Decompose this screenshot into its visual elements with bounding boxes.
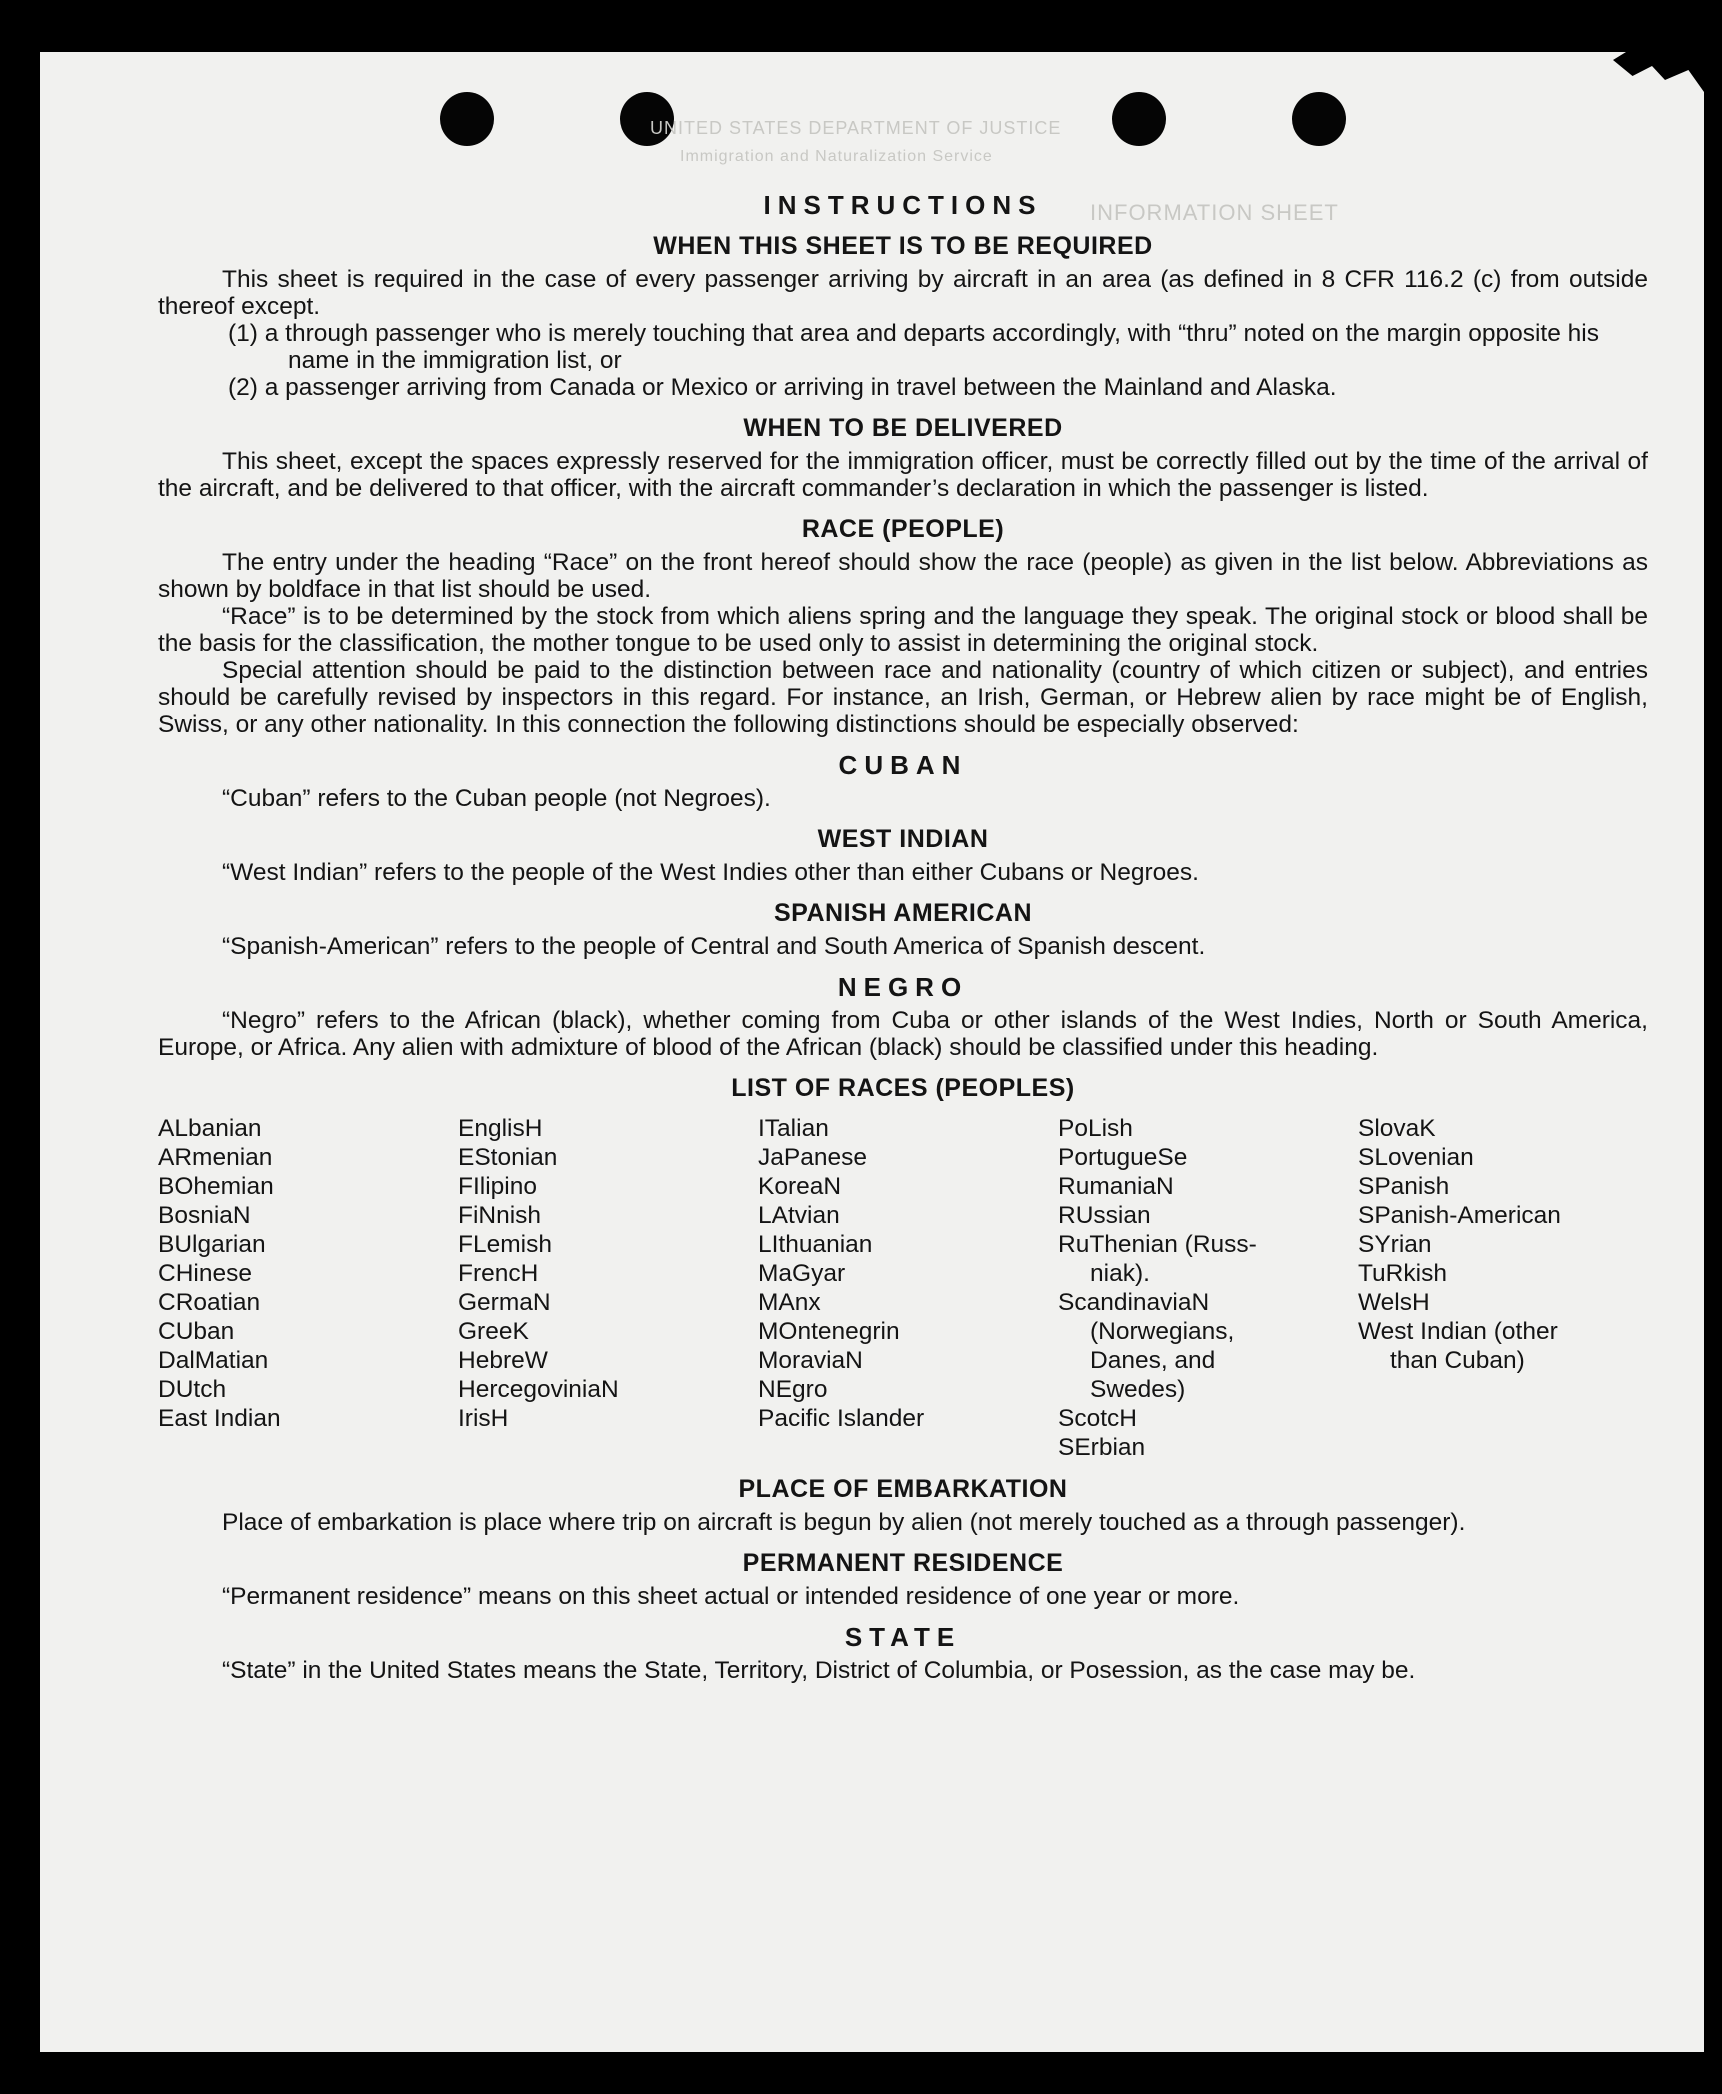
section-paragraph: “Race” is to be determined by the stock from which aliens spring and the language they speak. The original stock or blood shall be the basis for the classification, the mother tongue to be used only to assist in determining the original stock. xyxy=(158,603,1648,657)
bleed-through-text: Immigration and Naturalization Service xyxy=(680,148,993,165)
section-list-item: (2) a passenger arriving from Canada or Mexico or arriving in travel between the Mainland and Alaska. xyxy=(228,374,1337,401)
race-entry: ScotcH xyxy=(1058,1405,1137,1432)
race-entry: CHinese xyxy=(158,1260,252,1287)
section-paragraph: “West Indian” refers to the people of the West Indies other than either Cubans or Negroes. xyxy=(222,859,1199,886)
race-entry: ScandinaviaN xyxy=(1058,1289,1210,1316)
race-entry: FrencH xyxy=(458,1260,539,1287)
section-paragraph: “Permanent residence” means on this sheet actual or intended residence of one year or more. xyxy=(222,1583,1240,1610)
section-heading: WEST INDIAN xyxy=(817,825,989,853)
race-entry: BUlgarian xyxy=(158,1231,266,1258)
race-entry: niak). xyxy=(1090,1260,1150,1287)
section-heading: PERMANENT RESIDENCE xyxy=(742,1549,1064,1577)
race-entry: GermaN xyxy=(458,1289,551,1316)
race-entry: ALbanian xyxy=(158,1115,262,1142)
section-paragraph: “Cuban” refers to the Cuban people (not Negroes). xyxy=(222,785,771,812)
race-entry: SlovaK xyxy=(1358,1115,1436,1142)
document-page xyxy=(40,52,1704,2052)
page-title: INSTRUCTIONS xyxy=(763,190,1043,220)
races-column xyxy=(158,1114,458,1462)
race-entry: SYrian xyxy=(1358,1231,1432,1258)
closing-sections xyxy=(158,1476,1648,1684)
section-heading: WHEN TO BE DELIVERED xyxy=(743,414,1063,442)
race-entry: RuThenian (Russ- xyxy=(1058,1231,1257,1258)
race-entry: FLemish xyxy=(458,1231,552,1258)
race-entry: MOntenegrin xyxy=(758,1318,900,1345)
section-heading: PLACE OF EMBARKATION xyxy=(738,1475,1068,1503)
race-entry: Swedes) xyxy=(1090,1376,1186,1403)
section-heading: WHEN THIS SHEET IS TO BE REQUIRED xyxy=(653,232,1153,260)
race-entry: SPanish xyxy=(1358,1173,1450,1200)
instructions-body xyxy=(158,192,1648,1684)
race-entry: ARmenian xyxy=(158,1144,273,1171)
race-entry: Pacific Islander xyxy=(758,1405,925,1432)
race-entry: RumaniaN xyxy=(1058,1173,1174,1200)
sections xyxy=(158,233,1648,1061)
torn-corner xyxy=(1574,52,1704,92)
race-entry: HercegoviniaN xyxy=(458,1376,619,1403)
race-entry: WelsH xyxy=(1358,1289,1430,1316)
race-entry: TuRkish xyxy=(1358,1260,1447,1287)
section-paragraph: This sheet, except the spaces expressly reserved for the immigration officer, must be correctly filled out by the time of the arrival of the aircraft, and be delivered to that officer, with the aircraft commander’s declaration in which the passenger is listed. xyxy=(158,448,1648,502)
races-column xyxy=(1358,1114,1648,1462)
race-entry: EnglisH xyxy=(458,1115,543,1142)
races-column xyxy=(758,1114,1058,1462)
race-entry: MAnx xyxy=(758,1289,821,1316)
bleed-through-text: INFORMATION SHEET xyxy=(1090,200,1339,225)
race-entry: BOhemian xyxy=(158,1173,274,1200)
race-entry: than Cuban) xyxy=(1390,1347,1525,1374)
section-paragraph: “Negro” refers to the African (black), whether coming from Cuba or other islands of the West Indies, North or South America, Europe, or Africa. Any alien with admixture of blood of the African (black) should be classified under this heading. xyxy=(158,1007,1648,1061)
punch-hole xyxy=(1112,92,1166,146)
bleed-through-text: UNITED STATES DEPARTMENT OF JUSTICE xyxy=(650,118,1062,138)
race-entry: DUtch xyxy=(158,1376,227,1403)
race-entry: NEgro xyxy=(758,1376,828,1403)
race-entry: LAtvian xyxy=(758,1202,840,1229)
punch-hole xyxy=(440,92,494,146)
section-list-item: (1) a through passenger who is merely touching that area and departs accordingly, with “thru” noted on the margin opposite his name in the immigration list, or xyxy=(228,320,1599,374)
race-entry: CUban xyxy=(158,1318,235,1345)
races-heading: LIST OF RACES (PEOPLES) xyxy=(731,1074,1075,1102)
race-entry: ITalian xyxy=(758,1115,829,1142)
race-entry: HebreW xyxy=(458,1347,548,1374)
race-entry: JaPanese xyxy=(758,1144,867,1171)
section-paragraph: This sheet is required in the case of every passenger arriving by aircraft in an area (as defined in 8 CFR 116.2 (c) from outside thereof except. xyxy=(158,266,1648,320)
race-entry: BosniaN xyxy=(158,1202,251,1229)
section-heading: RACE (PEOPLE) xyxy=(801,515,1005,543)
races-column xyxy=(458,1114,758,1462)
race-entry: PortugueSe xyxy=(1058,1144,1188,1171)
race-entry: (Norwegians, xyxy=(1090,1318,1235,1345)
race-entry: East Indian xyxy=(158,1405,281,1432)
race-entry: SPanish-American xyxy=(1358,1202,1561,1229)
race-entry: FiNnish xyxy=(458,1202,542,1229)
race-entry: DalMatian xyxy=(158,1347,269,1374)
race-entry: KoreaN xyxy=(758,1173,842,1200)
section-heading: SPANISH AMERICAN xyxy=(773,899,1032,927)
race-entry: EStonian xyxy=(458,1144,558,1171)
race-entry: GreeK xyxy=(458,1318,529,1345)
section-paragraph: The entry under the heading “Race” on the front hereof should show the race (people) as given in the list below. Abbreviations as shown by boldface in that list should be used. xyxy=(158,549,1648,603)
races-column xyxy=(1058,1114,1358,1462)
section-paragraph: “Spanish-American” refers to the people of Central and South America of Spanish descent. xyxy=(222,933,1206,960)
section-heading: STATE xyxy=(844,1622,962,1652)
section-heading: CUBAN xyxy=(838,750,968,780)
section-paragraph: Place of embarkation is place where trip on aircraft is begun by alien (not merely touched as a through passenger). xyxy=(222,1509,1466,1536)
section-heading: NEGRO xyxy=(837,972,969,1002)
race-entry: LIthuanian xyxy=(758,1231,873,1258)
race-entry: Danes, and xyxy=(1090,1347,1216,1374)
punch-hole xyxy=(1292,92,1346,146)
race-entry: SErbian xyxy=(1058,1434,1146,1461)
race-entry: West Indian (other xyxy=(1358,1318,1558,1345)
race-entry: MaGyar xyxy=(758,1260,846,1287)
section-paragraph: Special attention should be paid to the distinction between race and nationality (country of which citizen or subject), and entries should be carefully revised by inspectors in this regard. For instance, an Irish, German, or Hebrew alien by race might be of English, Swiss, or any other nationality. In this connection the following distinctions should be especially observed: xyxy=(158,657,1648,738)
race-entry: RUssian xyxy=(1058,1202,1151,1229)
race-entry: IrisH xyxy=(458,1405,509,1432)
race-entry: PoLish xyxy=(1058,1115,1133,1142)
race-entry: MoraviaN xyxy=(758,1347,863,1374)
races-list xyxy=(158,1114,1648,1462)
race-entry: FIlipino xyxy=(458,1173,537,1200)
race-entry: SLovenian xyxy=(1358,1144,1474,1171)
section-paragraph: “State” in the United States means the State, Territory, District of Columbia, or Posession, as the case may be. xyxy=(222,1657,1416,1684)
race-entry: CRoatian xyxy=(158,1289,261,1316)
